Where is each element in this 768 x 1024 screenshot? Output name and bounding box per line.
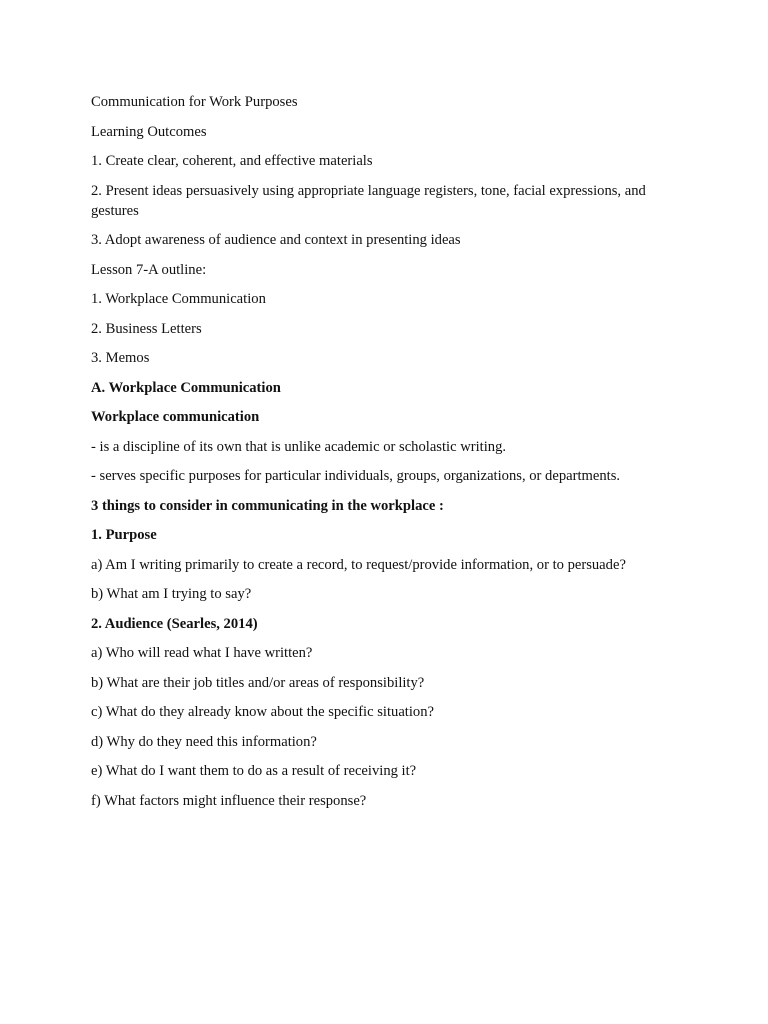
outline-item: 1. Workplace Communication xyxy=(91,291,266,307)
audience-question: f) What factors might influence their response? xyxy=(91,792,367,809)
outline-item: 3. Memos xyxy=(91,350,150,366)
definition-item: - is a discipline of its own that is unlike academic or scholastic writing. xyxy=(91,438,507,455)
term-heading: Workplace communication xyxy=(91,409,260,425)
purpose-question: b) What am I trying to say? xyxy=(91,586,252,602)
outline-heading: Lesson 7-A outline: xyxy=(91,261,207,278)
section-a-heading: A. Workplace Communication xyxy=(91,379,281,396)
audience-question: a) Who will read what I have written? xyxy=(91,645,313,661)
outcome-item: 3. Adopt awareness of audience and context in presenting ideas xyxy=(91,232,461,248)
purpose-question: a) Am I writing primarily to create a record, to request/provide information, or to persuade? xyxy=(91,556,626,573)
outcome-item: 1. Create clear, coherent, and effective materials xyxy=(91,153,373,169)
outline-item: 2. Business Letters xyxy=(91,320,202,337)
definition-item: - serves specific purposes for particular individuals, groups, organizations, or departments. xyxy=(91,468,621,484)
document-body xyxy=(91,92,691,820)
things-heading: 3 things to consider in communicating in the workplace : xyxy=(91,497,444,514)
audience-question: c) What do they already know about the specific situation? xyxy=(91,704,434,720)
audience-question: d) Why do they need this information? xyxy=(91,733,317,750)
learning-outcomes-heading: Learning Outcomes xyxy=(91,123,207,140)
audience-question: b) What are their job titles and/or areas of responsibility? xyxy=(91,674,425,691)
audience-question: e) What do I want them to do as a result of receiving it? xyxy=(91,763,417,779)
document-title: Communication for Work Purposes xyxy=(91,94,298,110)
audience-heading: 2. Audience (Searles, 2014) xyxy=(91,615,258,632)
purpose-heading: 1. Purpose xyxy=(91,527,157,543)
outcome-item: 2. Present ideas persuasively using appropriate language registers, tone, facial expressions, and gestures xyxy=(91,182,646,219)
